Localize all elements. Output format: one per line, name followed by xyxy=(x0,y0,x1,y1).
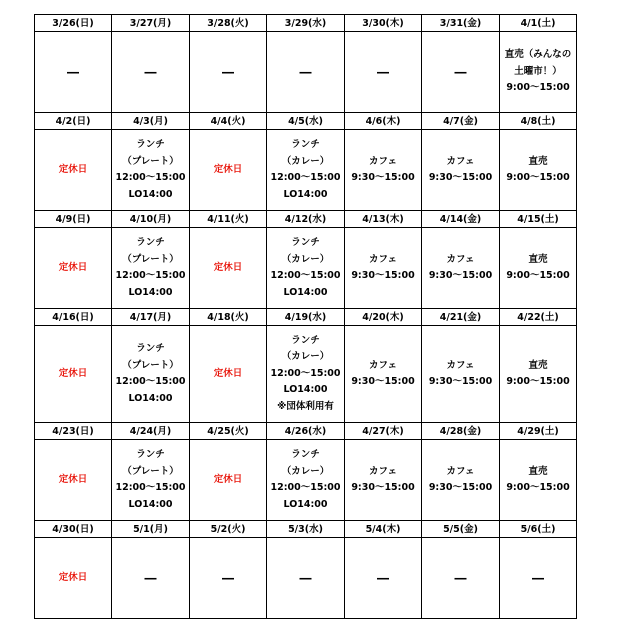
date-cell: 4/13(木) xyxy=(345,211,422,228)
dash-mark: ― xyxy=(299,64,312,79)
schedule-row xyxy=(35,440,577,521)
closed-day-cell xyxy=(190,130,267,211)
event-cell xyxy=(112,440,190,521)
dash-mark: ― xyxy=(454,570,467,585)
event-line: ランチ xyxy=(291,139,320,150)
date-cell: 4/17(月) xyxy=(112,309,190,326)
event-line: 直売（みんなの xyxy=(504,49,572,61)
event-line: 9:30～15:00 xyxy=(428,172,493,183)
closed-label: 定休日 xyxy=(213,163,243,175)
event-line: カフェ xyxy=(368,359,398,371)
date-cell: 4/24(月) xyxy=(112,423,190,440)
closed-day-cell xyxy=(35,228,112,309)
no-event-cell xyxy=(267,538,345,619)
date-row xyxy=(35,113,577,130)
date-cell: 4/4(火) xyxy=(190,113,267,130)
event-line: （カレー） xyxy=(281,253,330,265)
event-cell xyxy=(267,326,345,423)
date-cell: 5/6(土) xyxy=(500,521,577,538)
event-line: ランチ xyxy=(136,343,165,354)
event-line: ランチ xyxy=(291,449,320,460)
event-cell xyxy=(500,326,577,423)
date-row xyxy=(35,309,577,326)
date-cell: 3/30(木) xyxy=(345,15,422,32)
date-cell: 4/5(水) xyxy=(267,113,345,130)
event-line: 12:00～15:00 xyxy=(270,172,341,183)
event-line: 土曜市！） xyxy=(514,65,562,77)
schedule-row xyxy=(35,326,577,423)
event-line: （プレート） xyxy=(122,465,179,477)
event-line: 12:00～15:00 xyxy=(115,172,186,183)
event-line: ※団体利用有 xyxy=(277,400,334,412)
no-event-cell xyxy=(500,538,577,619)
event-line: ランチ xyxy=(291,334,320,346)
dash-mark: ― xyxy=(67,64,79,79)
event-line: ランチ xyxy=(136,237,165,248)
event-line: LO14:00 xyxy=(283,384,328,396)
event-line: 直売 xyxy=(528,253,548,265)
event-cell xyxy=(267,440,345,521)
date-cell: 4/8(土) xyxy=(500,113,577,130)
event-line: LO14:00 xyxy=(128,392,173,404)
closed-day-cell xyxy=(35,326,112,423)
dash-mark: ― xyxy=(222,64,234,79)
event-line: 直売 xyxy=(528,465,548,477)
event-cell xyxy=(345,130,422,211)
closed-label: 定休日 xyxy=(213,473,243,485)
date-cell: 3/31(金) xyxy=(422,15,500,32)
event-line: 12:00～15:00 xyxy=(270,482,341,493)
event-line: 9:00～15:00 xyxy=(506,172,570,183)
date-cell: 4/15(土) xyxy=(500,211,577,228)
event-line: カフェ xyxy=(446,465,475,477)
date-cell: 5/4(木) xyxy=(345,521,422,538)
event-line: 12:00～15:00 xyxy=(115,376,186,387)
schedule-row xyxy=(35,228,577,309)
date-row xyxy=(35,15,577,32)
date-cell: 4/9(日) xyxy=(35,211,112,228)
date-cell: 4/29(土) xyxy=(500,423,577,440)
event-line: カフェ xyxy=(368,253,398,265)
date-cell: 4/30(日) xyxy=(35,521,112,538)
event-line: ランチ xyxy=(291,237,320,248)
closed-label: 定休日 xyxy=(58,473,88,485)
event-line: カフェ xyxy=(446,155,475,167)
date-cell: 3/26(日) xyxy=(35,15,112,32)
dash-mark: ― xyxy=(377,570,389,585)
schedule-row xyxy=(35,130,577,211)
event-cell xyxy=(267,130,345,211)
dash-mark: ― xyxy=(454,64,467,79)
date-cell: 4/16(日) xyxy=(35,309,112,326)
date-cell: 4/19(水) xyxy=(267,309,345,326)
event-line: LO14:00 xyxy=(283,286,328,298)
event-cell xyxy=(345,326,422,423)
event-cell xyxy=(345,440,422,521)
schedule-row xyxy=(35,32,577,113)
no-event-cell xyxy=(345,538,422,619)
event-line: カフェ xyxy=(368,465,398,477)
closed-label: 定休日 xyxy=(58,163,88,175)
date-row xyxy=(35,423,577,440)
no-event-cell xyxy=(422,538,500,619)
date-cell: 3/27(月) xyxy=(112,15,190,32)
event-line: （プレート） xyxy=(122,253,179,265)
event-line: 9:00～15:00 xyxy=(506,270,570,281)
date-cell: 4/11(火) xyxy=(190,211,267,228)
no-event-cell xyxy=(422,32,500,113)
event-cell xyxy=(500,440,577,521)
event-line: （プレート） xyxy=(122,359,179,371)
closed-label: 定休日 xyxy=(213,261,243,273)
event-line: ランチ xyxy=(136,139,165,150)
dash-mark: ― xyxy=(144,64,157,79)
closed-day-cell xyxy=(35,130,112,211)
no-event-cell xyxy=(267,32,345,113)
dash-mark: ― xyxy=(532,570,544,585)
event-line: 12:00～15:00 xyxy=(270,367,341,379)
date-cell: 4/22(土) xyxy=(500,309,577,326)
dash-mark: ― xyxy=(144,570,157,585)
no-event-cell xyxy=(112,32,190,113)
event-cell xyxy=(500,130,577,211)
closed-day-cell xyxy=(190,440,267,521)
dash-mark: ― xyxy=(299,570,312,585)
event-cell xyxy=(112,228,190,309)
closed-day-cell xyxy=(190,228,267,309)
event-line: 9:30～15:00 xyxy=(351,172,415,183)
date-cell: 3/29(水) xyxy=(267,15,345,32)
event-line: 9:30～15:00 xyxy=(428,270,493,281)
event-cell xyxy=(112,130,190,211)
schedule-calendar xyxy=(34,14,577,619)
event-line: LO14:00 xyxy=(128,286,173,298)
event-line: カフェ xyxy=(446,359,475,371)
date-cell: 4/26(水) xyxy=(267,423,345,440)
event-line: LO14:00 xyxy=(128,188,173,200)
date-cell: 4/27(木) xyxy=(345,423,422,440)
event-line: 12:00～15:00 xyxy=(270,270,341,281)
event-cell xyxy=(422,440,500,521)
closed-day-cell xyxy=(35,538,112,619)
date-cell: 4/14(金) xyxy=(422,211,500,228)
date-cell: 5/5(金) xyxy=(422,521,500,538)
event-cell xyxy=(500,228,577,309)
event-line: （カレー） xyxy=(281,465,330,477)
date-cell: 4/3(月) xyxy=(112,113,190,130)
date-cell: 4/20(木) xyxy=(345,309,422,326)
event-line: （カレー） xyxy=(281,155,330,167)
date-row xyxy=(35,521,577,538)
closed-label: 定休日 xyxy=(58,571,88,583)
event-cell xyxy=(422,228,500,309)
date-cell: 4/7(金) xyxy=(422,113,500,130)
date-cell: 4/1(土) xyxy=(500,15,577,32)
event-line: 9:00～15:00 xyxy=(506,82,570,94)
event-line: LO14:00 xyxy=(128,498,173,510)
date-cell: 4/25(火) xyxy=(190,423,267,440)
event-cell xyxy=(500,32,577,113)
event-line: 9:00～15:00 xyxy=(506,482,570,493)
closed-label: 定休日 xyxy=(213,367,243,379)
date-cell: 4/18(火) xyxy=(190,309,267,326)
event-line: ランチ xyxy=(136,449,165,460)
no-event-cell xyxy=(190,32,267,113)
event-cell xyxy=(112,326,190,423)
no-event-cell xyxy=(190,538,267,619)
event-line: LO14:00 xyxy=(283,188,328,200)
closed-label: 定休日 xyxy=(58,261,88,273)
date-cell: 4/23(日) xyxy=(35,423,112,440)
event-line: 9:30～15:00 xyxy=(428,376,493,387)
event-line: （プレート） xyxy=(122,155,179,167)
event-line: 12:00～15:00 xyxy=(115,270,186,281)
date-cell: 5/3(水) xyxy=(267,521,345,538)
no-event-cell xyxy=(35,32,112,113)
event-line: LO14:00 xyxy=(283,498,328,510)
event-line: 9:30～15:00 xyxy=(428,482,493,493)
event-line: 9:30～15:00 xyxy=(351,376,415,387)
event-line: 直売 xyxy=(528,359,548,371)
no-event-cell xyxy=(112,538,190,619)
event-cell xyxy=(267,228,345,309)
dash-mark: ― xyxy=(222,570,234,585)
closed-label: 定休日 xyxy=(58,367,88,379)
date-cell: 4/28(金) xyxy=(422,423,500,440)
event-line: 直売 xyxy=(528,155,548,167)
date-cell: 4/12(水) xyxy=(267,211,345,228)
closed-day-cell xyxy=(35,440,112,521)
event-line: カフェ xyxy=(368,155,398,167)
date-cell: 4/10(月) xyxy=(112,211,190,228)
date-cell: 4/6(木) xyxy=(345,113,422,130)
date-cell: 4/2(日) xyxy=(35,113,112,130)
event-line: カフェ xyxy=(446,253,475,265)
event-cell xyxy=(422,326,500,423)
event-cell xyxy=(345,228,422,309)
event-line: 9:30～15:00 xyxy=(351,482,415,493)
event-line: 9:00～15:00 xyxy=(506,376,570,387)
date-row xyxy=(35,211,577,228)
date-cell: 5/2(火) xyxy=(190,521,267,538)
event-line: （カレー） xyxy=(281,351,330,363)
schedule-row xyxy=(35,538,577,619)
date-cell: 3/28(火) xyxy=(190,15,267,32)
event-cell xyxy=(422,130,500,211)
date-cell: 4/21(金) xyxy=(422,309,500,326)
date-cell: 5/1(月) xyxy=(112,521,190,538)
event-line: 12:00～15:00 xyxy=(115,482,186,493)
no-event-cell xyxy=(345,32,422,113)
event-line: 9:30～15:00 xyxy=(351,270,415,281)
closed-day-cell xyxy=(190,326,267,423)
dash-mark: ― xyxy=(377,64,389,79)
